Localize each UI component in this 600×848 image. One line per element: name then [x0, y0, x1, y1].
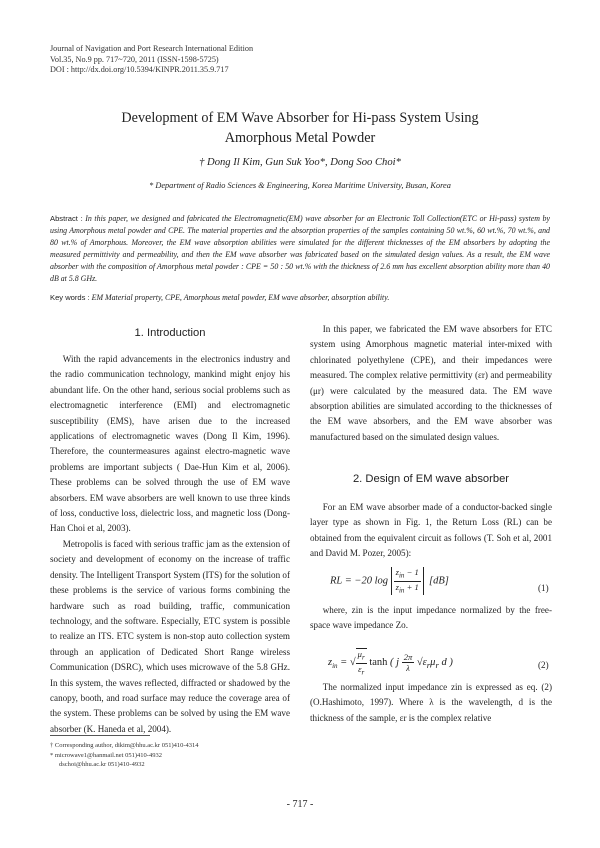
abstract	[50, 213, 550, 284]
right-column-top	[310, 322, 552, 445]
abstract-label: Abstract :	[50, 214, 83, 223]
equation-2: $z_{in}$ = √ $\frac{\mu_r}{\varepsilon_r}$ tanh ( j $\frac{2\pi}{\lambda}$ $√\varepsilon_r\mu_r$ d )	[328, 649, 453, 677]
paper-title	[60, 108, 540, 148]
journal-doi: DOI : http://dx.doi.org/10.5394/KINPR.2011.35.9.717	[50, 65, 229, 75]
keywords-label: Key words :	[50, 293, 90, 302]
equation-1-number: (1)	[538, 583, 549, 593]
keywords	[50, 293, 550, 302]
right-paragraph-4: The normalized input impedance zin is expressed as eq. (2) (O.Hashimoto, 1997). Where λ is the wavelength, d is the thickness of the sample, εr is the complex relative	[310, 682, 552, 723]
intro-paragraph-1: With the rapid advancements in the electronics industry and the radio communication technology, mankind might enjoy his abundant life. On the other hand, serious social problems such as electromagnetic interference (EMI) and electromagnetic susceptibility (EMS), have arisen due to the increased applications of electromagnetic waves (Dong Il Kim, 1996). Therefore, the countermeasures against electro-magnetic wave problems are important subjects ( Dae-Hun Kim et al, 2006). These problems can be solved through the use of EM wave absorbers. EM wave absorbers are well known to use three kinds of loss, conductive loss, dielectric loss, and magnetic loss (Dong-Han Choi et al, 2003).	[50, 354, 290, 534]
right-paragraph-2: For an EM wave absorber made of a conductor-backed single layer type as shown in Fig. 1, the Return Loss (RL) can be obtained from the equivalent circuit as follows (T. Soh et al, 2001 and David M. Pozer, 2005):	[310, 502, 552, 559]
footnote-divider	[50, 735, 150, 736]
journal-volume: Vol.35, No.9 pp. 717~720, 2011 (ISSN-1598-5725)	[50, 54, 219, 64]
authors: † Dong Il Kim, Gun Suk Yoo*, Dong Soo Choi*	[199, 157, 401, 168]
affiliation: * Department of Radio Sciences & Engineering, Korea Maritime University, Busan, Korea	[149, 181, 451, 190]
equation-1: RL = −20 log $\frac{z_{in} - 1}{z_{in} + 1}$ [dB]	[330, 567, 449, 595]
equation-2-number: (2)	[538, 660, 549, 670]
footnote-author-3: dschoi@hhu.ac.kr 051)410-4932	[59, 761, 145, 769]
right-paragraph-3: where, zin is the input impedance normalized by the free-space wave impedance Zo.	[310, 605, 552, 631]
abstract-text: In this paper, we designed and fabricated the Electromagnetic(EM) wave absorber for an Electronic Toll Collection(ETC or Hi-pass) system by using Amorphous metal powder and CPE. The material properties and the absorption properties of the samples containing 50 wt.%, 60 wt.%, 70 wt.%, and 80 wt.% of Amorphous. Moreover, the EM wave absorption abilities were simulated for the different thicknesses of the EM absorbers by adopting the measured permittivity and permeability, and then the EM wave absorber was fabricated based on the simulated design values. As a result, the EM wave absorber with the composition of Amorphous metal powder : CPE = 50 : 50 wt.% with the thickness of 2.6 mm has excellent absorption ability more than 40 dB at 5.8 GHz.	[50, 214, 550, 283]
section-heading-design: 2. Design of EM wave absorber	[352, 473, 510, 485]
footnote-corresponding: † Corresponding author, dikim@hhu.ac.kr 051)410-4314	[50, 742, 199, 749]
journal-name: Journal of Navigation and Port Research International Edition	[50, 44, 254, 53]
left-column	[50, 352, 290, 737]
section-heading-introduction: 1. Introduction	[134, 327, 206, 339]
intro-paragraph-2: Metropolis is faced with serious traffic jam as the extension of society and development of economy on the increase of traffic density. The Intelligent Transport System (ITS) for the solution of these problems is the service of various forms combining the hardware such as road building, traffic, communication technology, and the software. Especially, ETC system is possible to realize an ITS. ETC system is non-stop auto collection system through an application of Dedicated Short Range wireless Communication (DSRC), which uses microwave of the 5.8 GHz. In this system, the waves reflected, diffracted or shadowed by the canopy, booth, and road surface may reduce the coverage area of the system. These problems can be solved by using the EM wave absorber (K. Haneda et al, 2004).	[50, 538, 290, 734]
keywords-text: EM Material property, CPE, Amorphous metal powder, EM wave absorber, absorption ability.	[91, 293, 390, 302]
title-line-1: Development of EM Wave Absorber for Hi-pass System Using	[121, 110, 479, 126]
footnotes	[50, 741, 199, 770]
right-paragraph-1: In this paper, we fabricated the EM wave absorbers for ETC system using Amorphous magnetic material inter-mixed with chlorinated polyethylene (CPE), and their impedances were measured. The complex relative permittivity (εr) and permeability (μr) were calculated by the measured data. The EM wave absorption abilities are simulated according to the thicknesses of the EM wave absorbers, and the EM wave absorber was manufactured based on the simulated design values.	[310, 324, 552, 442]
journal-header	[50, 44, 253, 76]
footnote-author-2: * microwave1@hanmail.net 051)410-4932	[50, 751, 162, 759]
title-line-2: Amorphous Metal Powder	[224, 130, 376, 146]
page-number: - 717 -	[286, 799, 314, 810]
